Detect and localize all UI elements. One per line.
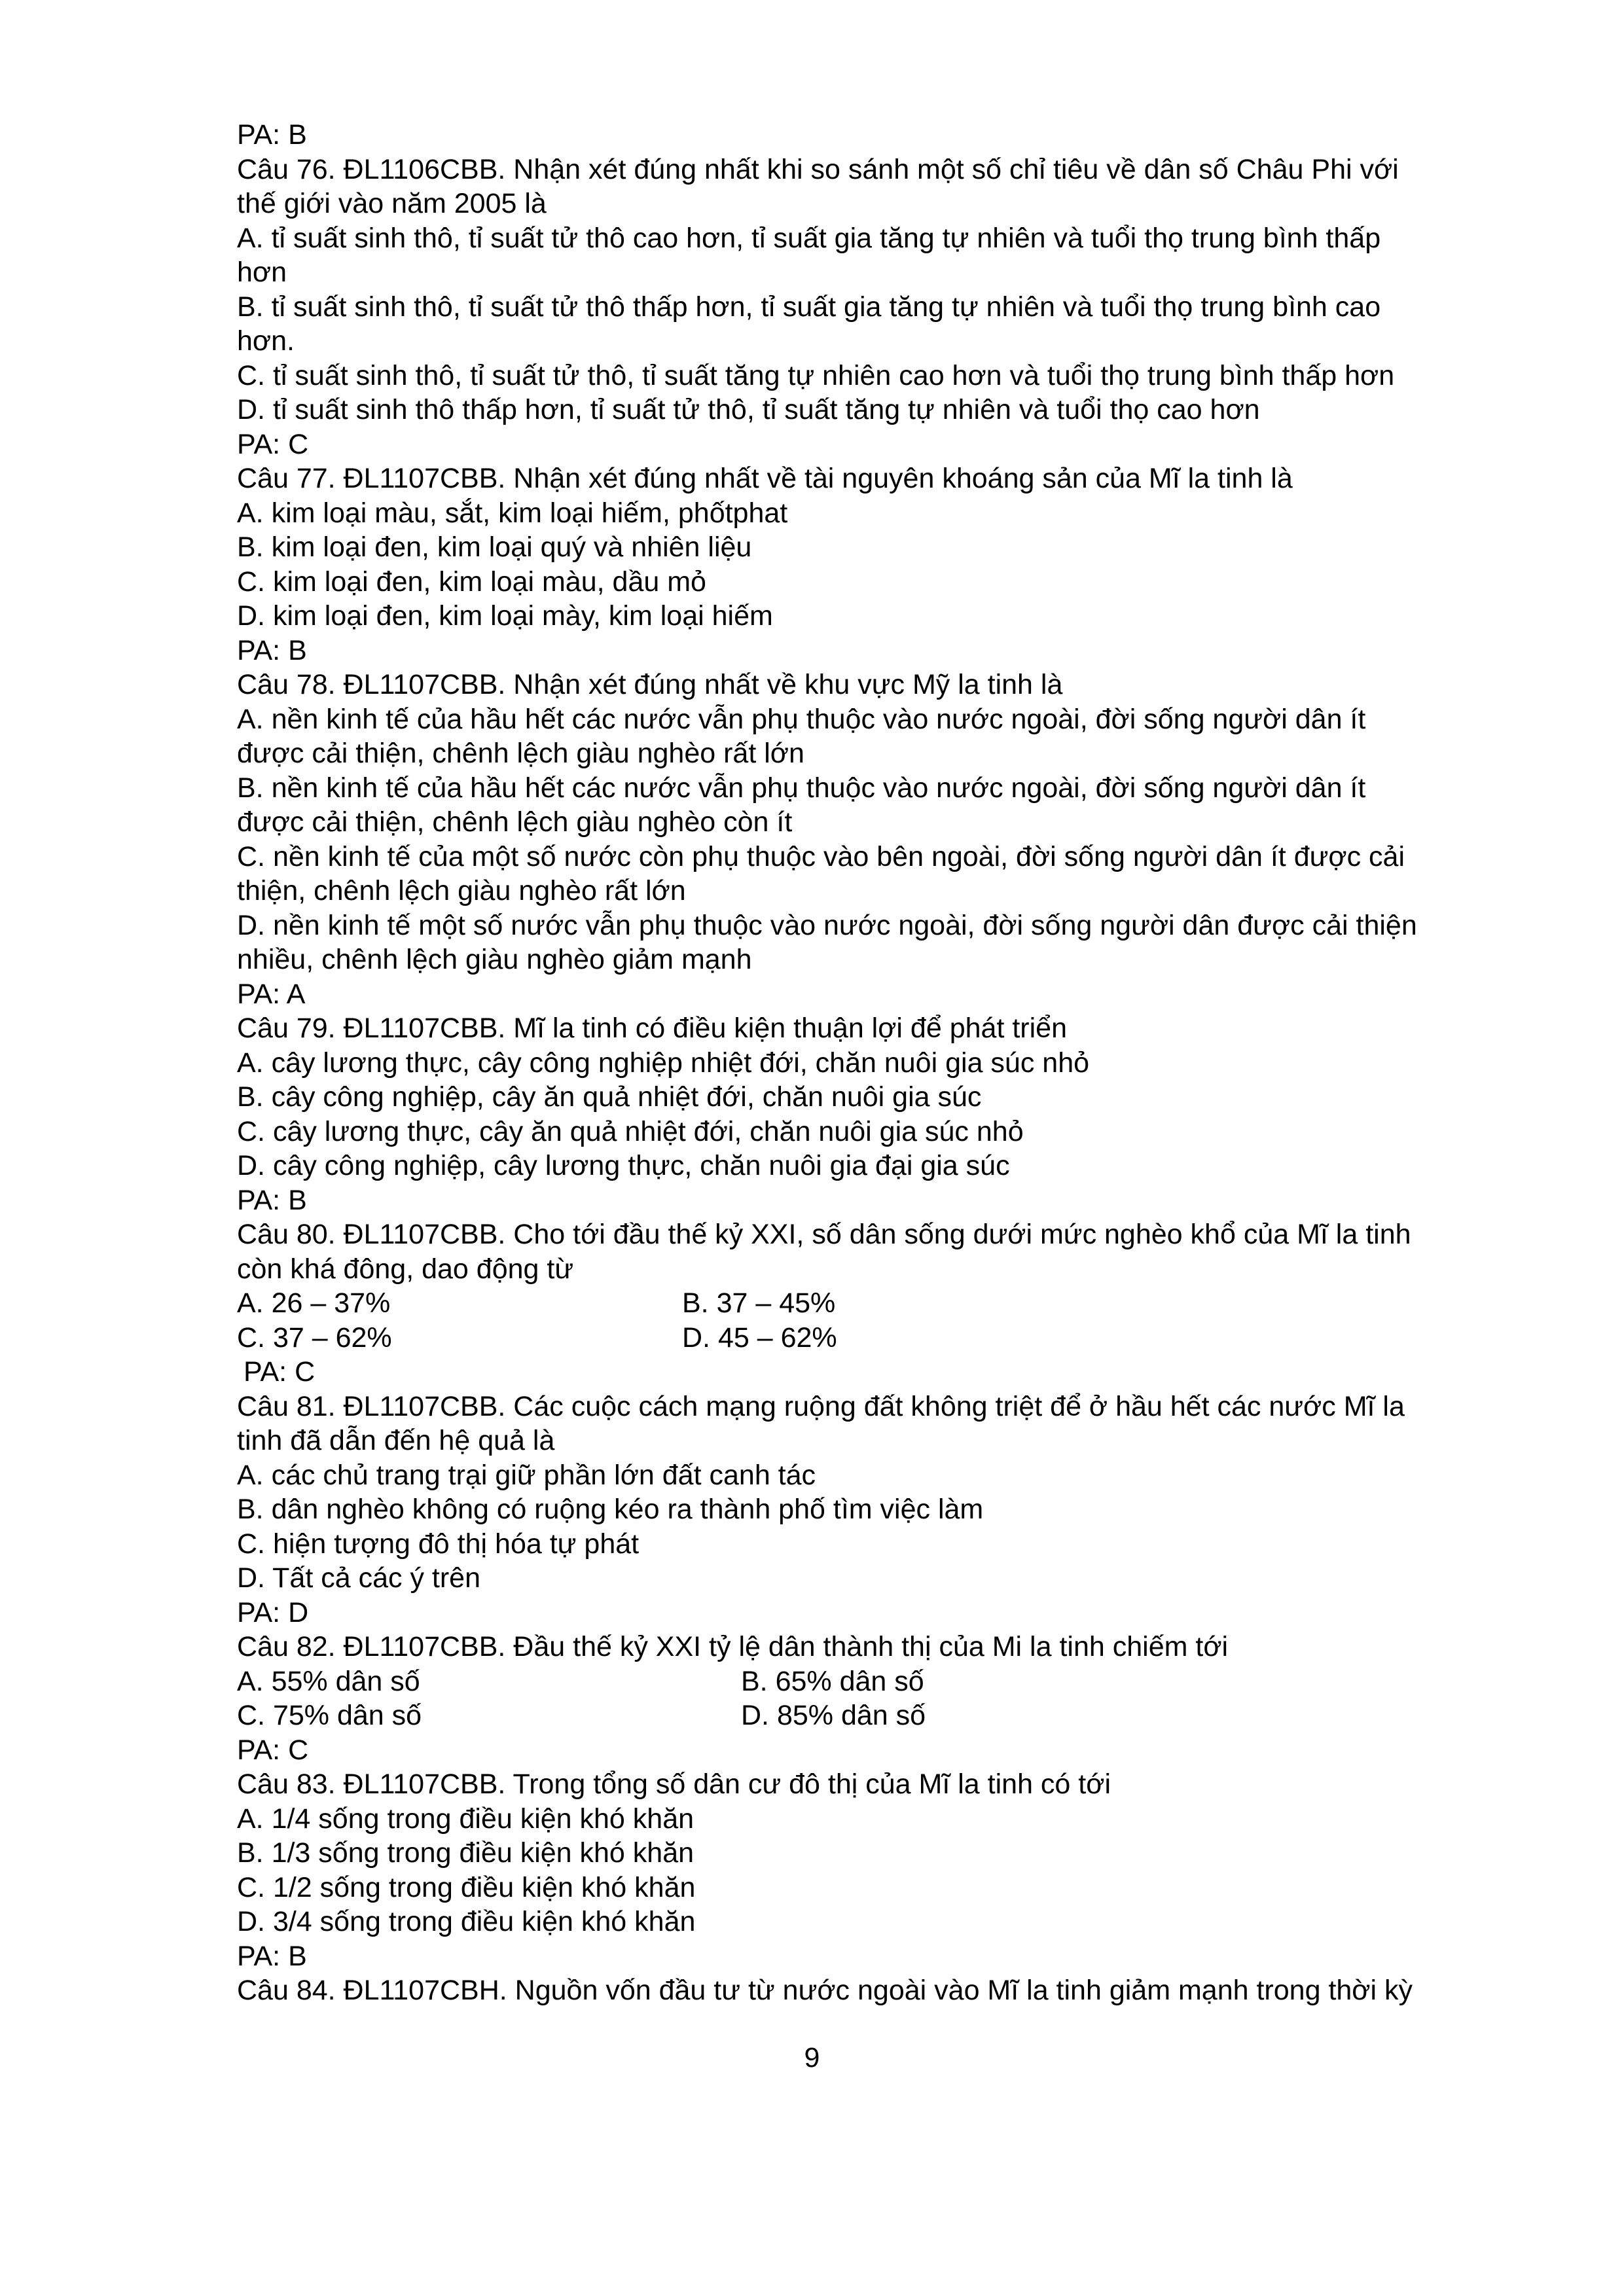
- option-a: A. 26 – 37%: [237, 1287, 391, 1319]
- option-line: B. dân nghèo không có ruộng kéo ra thành phố tìm việc làm: [237, 1494, 984, 1525]
- option-c: C. 75% dân số: [237, 1700, 422, 1731]
- option-line: A. tỉ suất sinh thô, tỉ suất tử thô cao hơn, tỉ suất gia tăng tự nhiên và tuổi thọ trung bình thấp: [237, 222, 1381, 254]
- page-number: 9: [804, 2042, 820, 2073]
- question-76-cont: thế giới vào năm 2005 là: [237, 188, 547, 219]
- option-line: C. kim loại đen, kim loại màu, dầu mỏ: [237, 565, 706, 598]
- option-line: C. nền kinh tế của một số nước còn phụ thuộc vào bên ngoài, đời sống người dân ít được cải: [237, 840, 1405, 872]
- option-line: B. tỉ suất sinh thô, tỉ suất tử thô thấp hơn, tỉ suất gia tăng tự nhiên và tuổi thọ trung bình cao: [237, 291, 1381, 323]
- answer-line: PA: C: [237, 428, 309, 460]
- option-line: A. cây lương thực, cây công nghiệp nhiệt đới, chăn nuôi gia súc nhỏ: [237, 1047, 1090, 1079]
- option-line: C. cây lương thực, cây ăn quả nhiệt đới, chăn nuôi gia súc nhỏ: [237, 1115, 1024, 1147]
- question-84: Câu 84. ĐL1107CBH. Nguồn vốn đầu tư từ nước ngoài vào Mĩ la tinh giảm mạnh trong thời kỳ: [237, 1975, 1413, 2006]
- question-83: Câu 83. ĐL1107CBB. Trong tổng số dân cư đô thị của Mĩ la tinh có tới: [237, 1768, 1111, 1800]
- option-line: A. 1/4 sống trong điều kiện khó khăn: [237, 1803, 695, 1835]
- option-line-cont: nhiều, chênh lệch giàu nghèo giảm mạnh: [237, 944, 752, 975]
- option-line: D. kim loại đen, kim loại mày, kim loại hiếm: [237, 600, 773, 632]
- options-row: [237, 1286, 1500, 1321]
- option-line-cont: hơn: [237, 257, 287, 288]
- option-line: A. kim loại màu, sắt, kim loại hiếm, phốtphat: [237, 497, 788, 529]
- option-line-cont: thiện, chênh lệch giàu nghèo rất lớn: [237, 875, 686, 906]
- question-80-cont: còn khá đông, dao động từ: [237, 1253, 574, 1285]
- answer-line: PA: C: [244, 1356, 316, 1388]
- option-line: D. cây công nghiệp, cây lương thực, chăn nuôi gia đại gia súc: [237, 1150, 1010, 1181]
- question-76: Câu 76. ĐL1106CBB. Nhận xét đúng nhất khi so sánh một số chỉ tiêu về dân số Châu Phi với: [237, 153, 1399, 185]
- answer-line: PA: B: [237, 1940, 307, 1972]
- option-line-cont: được cải thiện, chênh lệch giàu nghèo rất lớn: [237, 738, 804, 769]
- option-line-cont: được cải thiện, chênh lệch giàu nghèo còn ít: [237, 806, 793, 838]
- option-b: B. 65% dân số: [741, 1665, 924, 1697]
- question-77: Câu 77. ĐL1107CBB. Nhận xét đúng nhất về tài nguyên khoáng sản của Mĩ la tinh là: [237, 463, 1293, 494]
- answer-line: PA: D: [237, 1596, 309, 1628]
- options-row: [237, 1321, 1500, 1355]
- option-line: B. cây công nghiệp, cây ăn quả nhiệt đới, chăn nuôi gia súc: [237, 1081, 982, 1113]
- option-line: D. Tất cả các ý trên: [237, 1562, 481, 1594]
- option-line: D. tỉ suất sinh thô thấp hơn, tỉ suất tử thô, tỉ suất tăng tự nhiên và tuổi thọ cao hơn: [237, 394, 1260, 425]
- option-line: B. nền kinh tế của hầu hết các nước vẫn phụ thuộc vào nước ngoài, đời sống người dân ít: [237, 772, 1366, 804]
- option-line: D. 3/4 sống trong điều kiện khó khăn: [237, 1906, 696, 1937]
- options-row: [237, 1698, 1500, 1733]
- answer-line: PA: A: [237, 978, 306, 1010]
- option-d: D. 45 – 62%: [682, 1321, 837, 1354]
- option-line: A. nền kinh tế của hầu hết các nước vẫn phụ thuộc vào nước ngoài, đời sống người dân ít: [237, 703, 1366, 735]
- answer-line: PA: C: [237, 1734, 309, 1766]
- question-81: Câu 81. ĐL1107CBB. Các cuộc cách mạng ruộng đất không triệt để ở hầu hết các nước Mĩ la: [237, 1390, 1405, 1422]
- option-b: B. 37 – 45%: [682, 1287, 836, 1319]
- answer-line: PA: B: [237, 634, 307, 666]
- option-line: D. nền kinh tế một số nước vẫn phụ thuộc vào nước ngoài, đời sống người dân được cải thiện: [237, 909, 1417, 941]
- page-content: [237, 118, 1500, 2008]
- answer-line: PA: B: [237, 1184, 307, 1216]
- question-79: Câu 79. ĐL1107CBB. Mĩ la tinh có điều kiện thuận lợi để phát triển: [237, 1013, 1067, 1044]
- question-82: Câu 82. ĐL1107CBB. Đầu thế kỷ XXI tỷ lệ dân thành thị của Mi la tinh chiếm tới: [237, 1631, 1229, 1662]
- question-81-cont: tinh đã dẫn đến hệ quả là: [237, 1425, 555, 1456]
- option-line-cont: hơn.: [237, 325, 295, 357]
- option-line: B. 1/3 sống trong điều kiện khó khăn: [237, 1837, 695, 1869]
- option-d: D. 85% dân số: [741, 1700, 926, 1731]
- answer-line: PA: B: [237, 119, 307, 151]
- option-line: B. kim loại đen, kim loại quý và nhiên liệu: [237, 531, 752, 563]
- question-78: Câu 78. ĐL1107CBB. Nhận xét đúng nhất về khu vực Mỹ la tinh là: [237, 669, 1063, 700]
- option-line: C. hiện tượng đô thị hóa tự phát: [237, 1528, 640, 1560]
- option-a: A. 55% dân số: [237, 1665, 420, 1697]
- option-line: C. 1/2 sống trong điều kiện khó khăn: [237, 1871, 696, 1903]
- question-80: Câu 80. ĐL1107CBB. Cho tới đầu thế kỷ XXI, số dân sống dưới mức nghèo khổ của Mĩ la tinh: [237, 1219, 1411, 1250]
- option-line: A. các chủ trang trại giữ phần lớn đất canh tác: [237, 1459, 816, 1491]
- option-line: C. tỉ suất sinh thô, tỉ suất tử thô, tỉ suất tăng tự nhiên cao hơn và tuổi thọ trung bình thấp hơn: [237, 359, 1395, 391]
- option-c: C. 37 – 62%: [237, 1321, 392, 1354]
- options-row: [237, 1664, 1500, 1699]
